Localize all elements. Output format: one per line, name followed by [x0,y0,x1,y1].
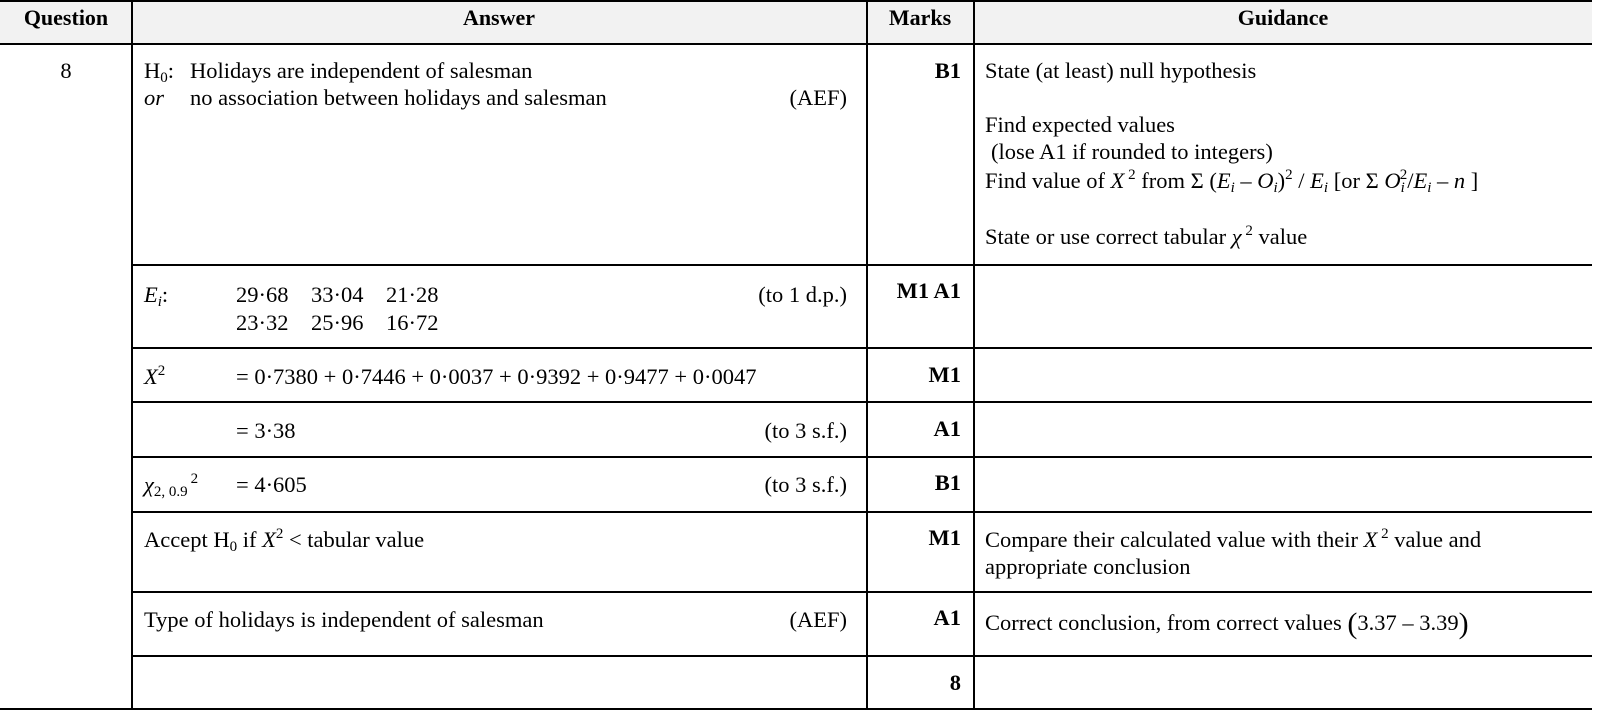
expected-line-2: 23·32 25·96 16·72 [236,310,439,335]
rule-top [0,0,1592,2]
header-guidance: Guidance [974,0,1592,44]
header-answer: Answer [132,0,866,44]
accept-text: Accept $H_0$ if $X^2$ < tabular value [144,526,425,555]
rule-col-1 [131,0,133,710]
mark-m1-accept: M1 [928,525,961,550]
expected-line-1: 29·68 33·04 21·28 [236,282,439,307]
rule-col-2 [866,0,868,710]
expected-note: (to 1 d.p.) [758,282,847,307]
h0-text: Holidays are independent of salesman [190,58,533,83]
rule-4 [132,456,1592,458]
guidance-conclusion: Correct conclusion, from correct values (3.37 – 3.39) [985,607,1469,640]
expected-label: $E_i$: [144,282,169,310]
aef-note: (AEF) [789,85,847,110]
guidance-appropriate: appropriate conclusion [985,554,1191,579]
mark-m1-a1: M1 A1 [896,278,961,303]
header-question: Question [0,0,132,44]
mark-b1-chi: B1 [934,470,961,495]
conclusion-aef: (AEF) [789,607,847,632]
x2-label: $X^2$ [144,363,166,389]
guidance-rounding: (lose A1 if rounded to integers) [991,139,1273,164]
or-text: no association between holidays and salesman [190,85,607,110]
rule-6 [132,591,1592,593]
guidance-expected: Find expected values [985,112,1175,137]
guidance-null-hypothesis: State (at least) null hypothesis [985,58,1257,83]
or-label: or [144,85,165,110]
question-number: 8 [60,58,72,83]
mark-a1-conclusion: A1 [933,605,961,630]
chi-label: $\chi_{2, 0.9}^2$ [144,471,199,500]
chi-value: = 4·605 [236,472,307,497]
rule-2 [132,347,1592,349]
conclusion-text: Type of holidays is independent of salesman [144,607,544,632]
x2-note: (to 3 s.f.) [764,418,847,443]
guidance-compare: Compare their calculated value with their X $^2$ value and [985,526,1482,552]
rule-bottom [0,708,1592,710]
rule-header [0,43,1592,45]
rule-7 [132,655,1592,657]
rule-3 [132,401,1592,403]
rule-1 [132,264,1592,266]
guidance-x2-formula: Find value of X $^2$ from Σ $(E_i - O_i)^2 / E_i$ [or Σ $O_i^2/E_i$ – n ] [985,167,1479,196]
x2-value: = 3·38 [236,418,296,443]
mark-a1-value: A1 [933,416,961,441]
mark-b1: B1 [934,58,961,83]
chi-note: (to 3 s.f.) [764,472,847,497]
header-marks: Marks [866,0,974,44]
h0-label: $H_0$: [144,58,175,86]
rule-5 [132,511,1592,513]
mark-m1-sum: M1 [928,362,961,387]
rule-col-3 [973,0,975,710]
guidance-tabular: State or use correct tabular χ $^2$ value [985,223,1308,249]
mark-total: 8 [949,670,961,695]
x2-sum: = 0·7380 + 0·7446 + 0·0037 + 0·9392 + 0·9477 + 0·0047 [236,364,757,389]
